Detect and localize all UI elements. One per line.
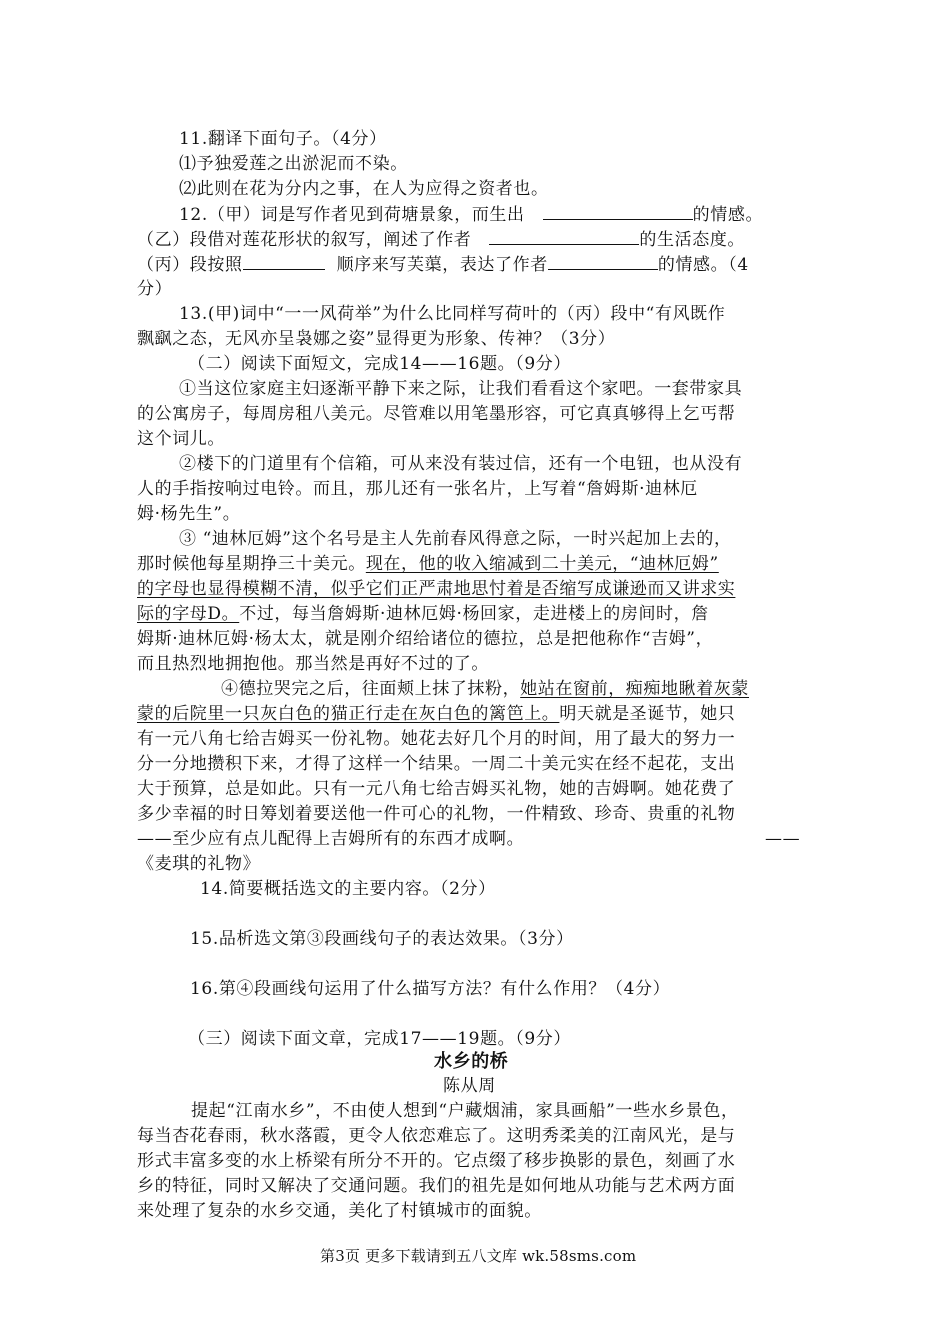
section2-p1-line: ①当这位家庭主妇逐渐平静下来之际，让我们看看这个家吧。一套带家具 [179, 379, 743, 399]
q12-line-1-text: 12.（甲）词是写作者见到荷塘景象，而生出 [179, 205, 525, 225]
q11-sentence-2: ⑵此则在花为分内之事，在人为应得之资者也。 [179, 179, 549, 199]
section2-p3-line [137, 603, 709, 625]
section3-p1-line: 形式丰富多变的水上桥梁有所分不开的。它点缀了移步换影的景色，刻画了水 [137, 1151, 736, 1171]
section2-p4-line: 分一分地攒积下来，才得了这样一个结果。一周二十美元实在经不起花，支出 [137, 754, 736, 774]
page-footer: 第3页 更多下载请到五八文库 wk.58sms.com [320, 1247, 637, 1265]
section2-p4-line: 有一元八角七给吉姆买一份礼物。她花去好几个月的时间，用了最大的努力一 [137, 729, 736, 749]
section2-header: （二）阅读下面短文，完成14——16题。（9分） [188, 354, 571, 374]
article-title: 水乡的桥 [434, 1051, 509, 1072]
section3-p1-line: 乡的特征，同时又解决了交通问题。我们的祖先是如何地从功能与艺术两方面 [137, 1176, 736, 1196]
q12-answer-blank-2[interactable] [489, 228, 639, 245]
section2-p1-line: 的公寓房子，每周房租八美元。尽管难以用笔墨形容，可它真真够得上乞丐帮 [137, 404, 736, 424]
q12-answer-blank-4[interactable] [548, 253, 658, 270]
q12-line-2-text: （乙）段借对莲花形状的叙写，阐述了作者 [137, 230, 472, 250]
q12-line-3-text: （丙）段按照 [137, 255, 243, 275]
q13-line-1: 13.(甲)词中“一一风荷举”为什么比同样写荷叶的（丙）段中“有风既作 [179, 304, 726, 324]
section2-p2-line: ②楼下的门道里有个信箱，可从来没有装过信，还有一个电钮，也从没有 [179, 454, 743, 474]
q12-answer-blank-3[interactable] [243, 253, 325, 270]
section2-p3-line: 姆斯·迪林厄姆·杨太太，就是刚介绍给诸位的德拉，总是把他称作“吉姆”， [137, 629, 714, 649]
article-author: 陈从周 [443, 1076, 496, 1096]
section2-p4-dash: —— [765, 829, 801, 849]
section2-p4-line: 大于预算，总是如此。只有一元八角七给吉姆买礼物，她的吉姆啊。她花费了 [137, 779, 736, 799]
q13-line-2: 飘飖之态，无风亦呈袅娜之姿”显得更为形象、传神？（3分） [137, 329, 616, 349]
q12-line-3-end: 的情感。（4 [657, 255, 749, 275]
section2-p2-line: 人的手指按响过电铃。而且，那儿还有一张名片，上写着“詹姆斯·迪林厄 [137, 479, 698, 499]
section2-source: 《麦琪的礼物》 [137, 854, 261, 874]
section2-p3-line [137, 578, 735, 600]
q12-line-2 [137, 228, 745, 251]
section2-p3-line: 而且热烈地拥抱他。那当然是再好不过的了。 [137, 654, 489, 674]
section2-p4-line: 多少幸福的时日筹划着要送他一件可心的礼物，一件精致、珍奇、贵重的礼物 [137, 804, 736, 824]
q12-line-1-end: 的情感。 [692, 205, 764, 225]
section2-p4-underlined-sentence: 蒙的后院里一只灰白色的猫正行走在灰白色的篱笆上。 [137, 704, 560, 724]
section2-p4-text: 明天就是圣诞节，她只 [559, 704, 736, 724]
q11-stem: 11.翻译下面句子。（4分） [179, 129, 387, 149]
q15-stem: 15.品析选文第③段画线句子的表达效果。（3分） [190, 929, 574, 949]
q12-line-1 [179, 203, 763, 226]
section3-p1-line: 来处理了复杂的水乡交通，美化了村镇城市的面貌。 [137, 1201, 542, 1221]
section2-p3-line [137, 553, 719, 575]
q16-stem: 16.第④段画线句运用了什么描写方法？有什么作用？（4分） [190, 979, 671, 999]
q12-answer-blank-1[interactable] [543, 203, 693, 220]
section3-header: （三）阅读下面文章，完成17——19题。（9分） [188, 1029, 571, 1049]
section2-p4-line: ——至少应有点儿配得上吉姆所有的东西才成啊。 [137, 829, 525, 849]
section2-p3-text: 不过，每当詹姆斯·迪林厄姆·杨回家，走进楼上的房间时，詹 [239, 604, 709, 624]
section2-p3-underlined-sentence: 现在，他的收入缩减到二十美元，“迪林厄姆” [365, 554, 719, 574]
section2-p3-underlined-sentence: 际的字母D。 [137, 604, 240, 624]
section2-p1-line: 这个词儿。 [137, 429, 225, 449]
section2-p4-line [221, 678, 749, 700]
section2-p2-line: 姆·杨先生”。 [137, 504, 241, 524]
q12-line-3-mid: 顺序来写芙蕖，表达了作者 [336, 255, 548, 275]
section3-p1-line: 每当杏花春雨，秋水落霞，更令人依恋难忘了。这明秀柔美的江南风光，是与 [137, 1126, 736, 1146]
q12-line-4: 分） [137, 279, 173, 299]
section2-p4-line [137, 703, 735, 725]
section2-p3-text: 那时候他每星期挣三十美元。 [137, 554, 366, 574]
section2-p4-underlined-sentence: 她站在窗前，痴痴地瞅着灰蒙 [520, 679, 750, 699]
q11-sentence-1: ⑴予独爱莲之出淤泥而不染。 [179, 154, 408, 174]
q14-stem: 14.简要概括选文的主要内容。（2分） [200, 879, 496, 899]
section2-p3-line: ③ “迪林厄姆”这个名号是主人先前春风得意之际，一时兴起加上去的， [179, 529, 732, 549]
q12-line-3 [137, 253, 749, 276]
section2-p3-underlined-sentence: 的字母也显得模糊不清，似乎它们正严肃地思忖着是否缩写成谦逊而又讲求实 [137, 579, 736, 599]
section3-p1-line: 提起“江南水乡”，不由使人想到“户藏烟浦，家具画船”一些水乡景色， [191, 1101, 739, 1121]
section2-p4-text: ④德拉哭完之后，往面颊上抹了抹粉， [221, 679, 521, 699]
q12-line-2-end: 的生活态度。 [639, 230, 746, 250]
